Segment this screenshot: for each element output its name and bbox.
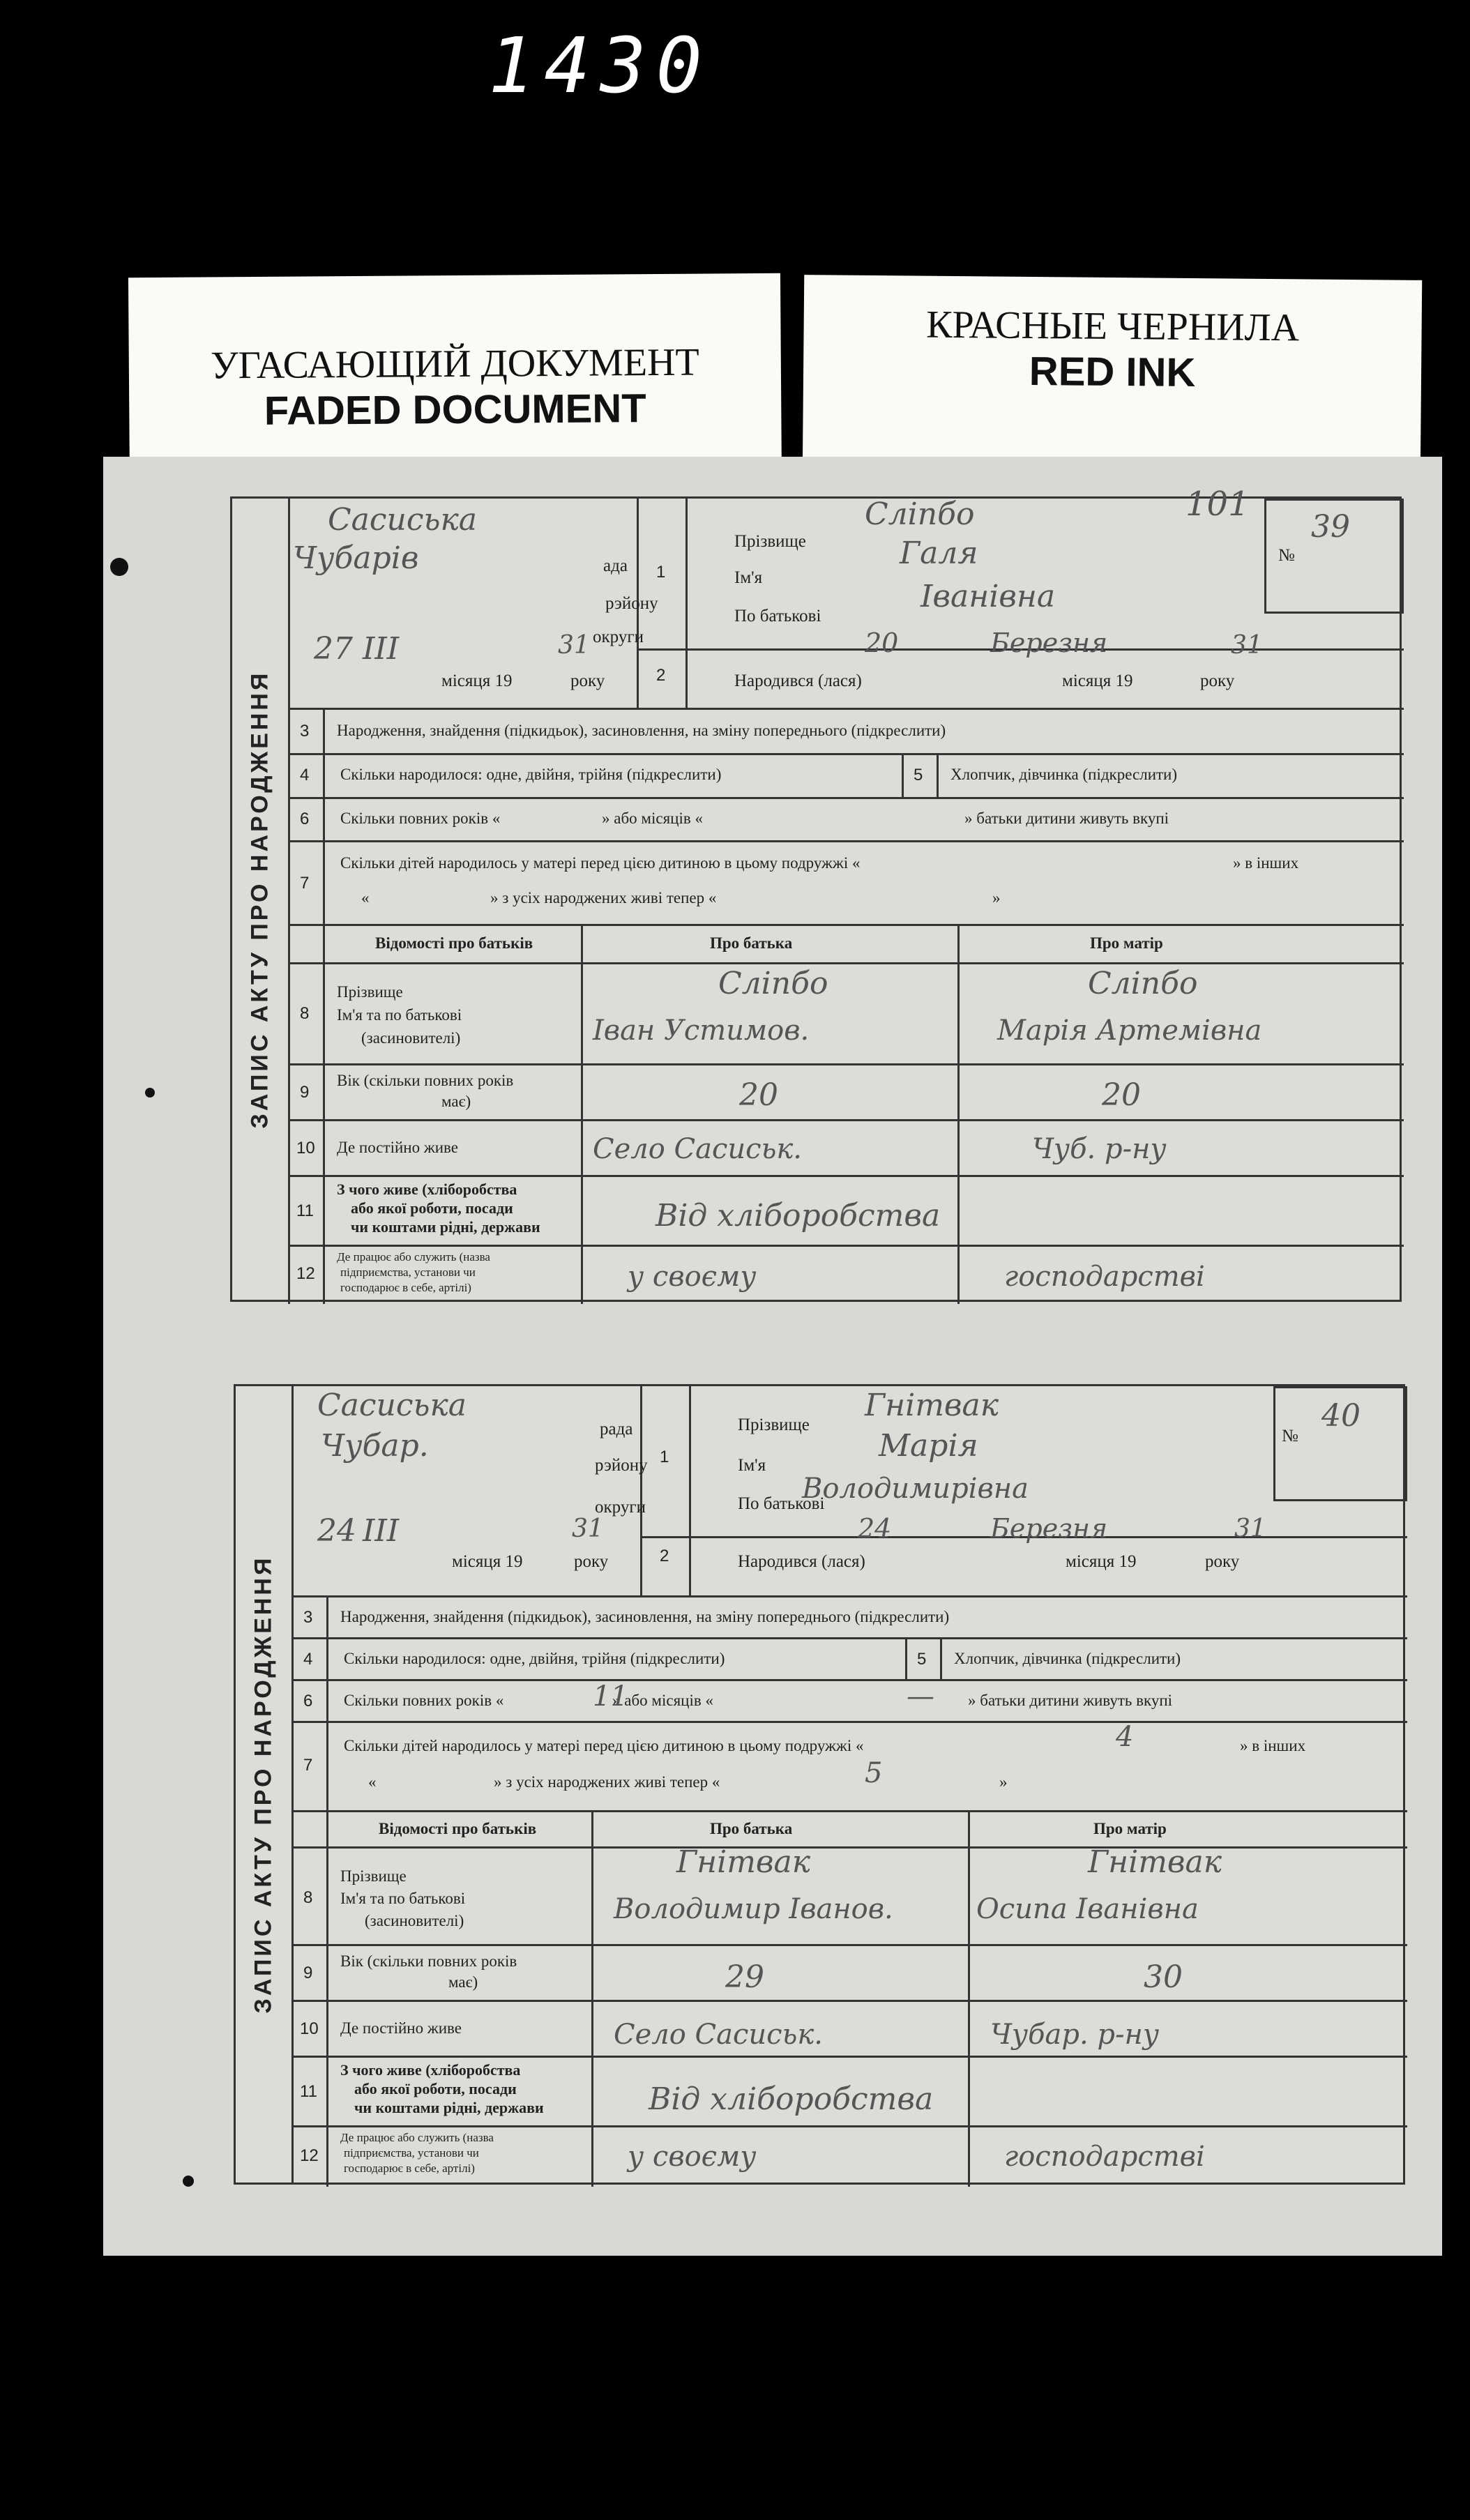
patronymic-label: По батькові bbox=[734, 607, 821, 625]
row7-text: » в інших bbox=[1240, 1737, 1306, 1754]
hw-year: 31 bbox=[558, 631, 590, 660]
father-header: Про батька bbox=[710, 934, 793, 952]
row11-text: або якої роботи, посади bbox=[351, 1199, 513, 1217]
number-label: № bbox=[1278, 546, 1295, 565]
row-number: 6 bbox=[300, 810, 310, 828]
row4-text: Скільки народилося: одне, двійня, трійня (підкреслити) bbox=[340, 766, 722, 783]
hw-birth-month: Березня bbox=[990, 628, 1108, 658]
row11-text: або якої роботи, посади bbox=[354, 2080, 517, 2097]
punch-hole bbox=[145, 1088, 155, 1098]
hw-mother-age: 20 bbox=[1102, 1077, 1141, 1113]
row7-text: » bbox=[992, 889, 1001, 906]
hw-patronymic: Іванівна bbox=[920, 579, 1056, 614]
hw-birth-year: 31 bbox=[1231, 631, 1263, 660]
row-number: 1 bbox=[660, 1448, 669, 1466]
punch-hole bbox=[183, 2176, 194, 2187]
row9-text: Вік (скільки повних років bbox=[337, 1072, 514, 1089]
row9-text: Вік (скільки повних років bbox=[340, 1952, 517, 1970]
hw-children-alive: 5 bbox=[865, 1757, 883, 1789]
row9-text: має) bbox=[448, 1973, 478, 1991]
row-number: 2 bbox=[656, 666, 666, 685]
row-number: 9 bbox=[300, 1083, 310, 1102]
hw-father-name: Іван Устимов. bbox=[593, 1015, 810, 1047]
row7-text: « bbox=[361, 889, 370, 906]
hw-day: 27 bbox=[314, 631, 353, 667]
month-label: місяця 19 bbox=[1062, 671, 1133, 690]
row3-text: Народження, знайдення (підкидьок), засиновлення, на зміну попереднього (підкреслити) bbox=[337, 722, 946, 739]
row12-text: господарює в себе, артілі) bbox=[344, 2162, 475, 2175]
born-label: Народився (лася) bbox=[738, 1552, 865, 1571]
row-number: 2 bbox=[660, 1547, 669, 1565]
hw-father-age: 29 bbox=[725, 1959, 764, 1995]
hw-birth-year: 31 bbox=[1234, 1515, 1266, 1543]
row-number: 9 bbox=[303, 1964, 313, 1982]
row9-text: має) bbox=[441, 1093, 471, 1110]
hw-name: Галя bbox=[900, 536, 978, 571]
row6-text: Скільки повних років « bbox=[344, 1692, 504, 1709]
rada-label: рада bbox=[600, 1420, 633, 1439]
label-en: FADED DOCUMENT bbox=[264, 386, 646, 434]
father-header: Про батька bbox=[710, 1820, 793, 1837]
row12-text: Де працює або служить (назва bbox=[340, 2131, 494, 2144]
label-en: RED INK bbox=[1029, 348, 1196, 396]
faded-document-label bbox=[128, 273, 782, 487]
surname-label: Прізвище bbox=[738, 1415, 810, 1434]
row6-text: » або місяців « bbox=[602, 810, 703, 827]
punch-hole bbox=[110, 558, 128, 576]
hw-mother-work: господарстві bbox=[1004, 2141, 1205, 2173]
rada-label: ада bbox=[603, 556, 628, 575]
hw-father-surname: Гнітвак bbox=[676, 1844, 811, 1880]
year-label: року bbox=[574, 1552, 609, 1571]
row8-text: (засиновителі) bbox=[365, 1912, 464, 1929]
row7-text: » з усіх народжених живі тепер « bbox=[494, 1773, 720, 1791]
name-label: Ім'я bbox=[738, 1456, 766, 1475]
row-number: 3 bbox=[303, 1608, 313, 1627]
hw-rayon: Чубарів bbox=[293, 540, 419, 576]
month-label: місяця 19 bbox=[452, 1552, 523, 1571]
hw-father-name: Володимир Іванов. bbox=[614, 1893, 893, 1925]
hw-years-together: 11 bbox=[593, 1680, 628, 1713]
parents-header: Відомості про батьків bbox=[375, 934, 533, 952]
label-ru: КРАСНЫЕ ЧЕРНИЛА bbox=[925, 303, 1300, 350]
hw-day: 24 bbox=[317, 1513, 356, 1549]
row7-text: » bbox=[999, 1773, 1008, 1791]
row11-text: чи коштами рідні, держави bbox=[354, 2099, 544, 2116]
row6-text: » або місяців « bbox=[612, 1692, 713, 1709]
year-label: року bbox=[1205, 1552, 1240, 1571]
row10-text: Де постійно живе bbox=[340, 2019, 462, 2037]
hw-father-livelihood: Від хліборобства bbox=[649, 2081, 934, 2117]
row7-text: » з усіх народжених живі тепер « bbox=[490, 889, 717, 906]
mother-header: Про матір bbox=[1093, 1820, 1167, 1837]
hw-father-livelihood: Від хліборобства bbox=[656, 1198, 941, 1234]
row12-text: підприємства, установи чи bbox=[344, 2146, 479, 2160]
red-ink-label bbox=[803, 275, 1422, 483]
rayon-label: рэйону bbox=[595, 1456, 648, 1475]
hw-birth-day: 20 bbox=[865, 628, 899, 658]
year-label: року bbox=[1200, 671, 1235, 690]
row7-text: » в інших bbox=[1233, 854, 1299, 872]
hw-rada: Сасиська bbox=[317, 1388, 467, 1423]
row5-text: Хлопчик, дівчинка (підкреслити) bbox=[950, 766, 1178, 783]
row4-text: Скільки народилося: одне, двійня, трійня (підкреслити) bbox=[344, 1650, 725, 1667]
row11-text: чи коштами рідні, держави bbox=[351, 1218, 540, 1236]
record-side-title: ЗАПИС АКТУ ПРО НАРОДЖЕННЯ bbox=[236, 1386, 294, 2183]
hw-mother-work: господарстві bbox=[1004, 1261, 1205, 1293]
hw-mother-name: Марія Артемівна bbox=[997, 1015, 1262, 1047]
hw-mother-surname: Гнітвак bbox=[1088, 1844, 1222, 1880]
row3-text: Народження, знайдення (підкидьок), засиновлення, на зміну попереднього (підкреслити) bbox=[340, 1608, 950, 1625]
hw-record-number: 40 bbox=[1321, 1398, 1361, 1434]
hw-surname: Гнітвак bbox=[865, 1388, 999, 1423]
hw-mother-name: Осипа Іванівна bbox=[976, 1893, 1199, 1925]
row-number: 11 bbox=[300, 2082, 317, 2101]
row-number: 8 bbox=[300, 1004, 310, 1023]
row7-text: « bbox=[368, 1773, 377, 1791]
label-ru: УГАСАЮЩИЙ ДОКУМЕНТ bbox=[210, 340, 699, 388]
hw-surname: Сліпбо bbox=[865, 496, 975, 532]
hw-month: III bbox=[363, 1513, 400, 1549]
row8-text: Прізвище bbox=[340, 1867, 407, 1885]
hw-father-residence: Село Сасиськ. bbox=[593, 1133, 802, 1165]
hw-father-surname: Сліпбо bbox=[718, 966, 828, 1001]
month-label: місяця 19 bbox=[1066, 1552, 1137, 1571]
hw-father-residence: Село Сасиськ. bbox=[614, 2019, 823, 2051]
hw-rayon: Чубар. bbox=[321, 1428, 429, 1464]
row-number: 11 bbox=[296, 1201, 314, 1220]
okrug-label: округи bbox=[595, 1498, 646, 1517]
patronymic-label: По батькові bbox=[738, 1494, 825, 1513]
archive-number: 1430 bbox=[488, 21, 712, 110]
row12-text: підприємства, установи чи bbox=[340, 1266, 476, 1279]
row-number: 7 bbox=[303, 1756, 313, 1775]
row-number: 12 bbox=[300, 2146, 319, 2165]
row-number: 4 bbox=[300, 766, 310, 784]
hw-name: Марія bbox=[879, 1428, 978, 1464]
hw-month: III bbox=[363, 631, 400, 667]
hw-father-work: у своєму bbox=[628, 1261, 757, 1293]
row-number: 7 bbox=[300, 874, 310, 893]
row7-text: Скільки дітей народилось у матері перед цією дитиною в цьому подружжі « bbox=[340, 854, 861, 872]
row6-text: » батьки дитини живуть вкупі bbox=[964, 810, 1169, 827]
rayon-label: рэйону bbox=[605, 594, 658, 613]
row-number: 5 bbox=[917, 1650, 927, 1669]
row8-text: Ім'я та по батькові bbox=[337, 1006, 462, 1024]
row5-text: Хлопчик, дівчинка (підкреслити) bbox=[954, 1650, 1181, 1667]
hw-mother-residence: Чубар. р-ну bbox=[990, 2019, 1160, 2051]
row-number: 3 bbox=[300, 722, 310, 741]
hw-birth-month: Березня bbox=[990, 1513, 1108, 1544]
surname-label: Прізвище bbox=[734, 532, 806, 551]
row-number: 6 bbox=[303, 1692, 313, 1710]
hw-birth-day: 24 bbox=[858, 1513, 892, 1544]
row-number: 5 bbox=[914, 766, 923, 784]
hw-corner-number: 101 bbox=[1185, 485, 1250, 524]
row11-text: З чого живе (хліборобства bbox=[340, 2061, 521, 2079]
number-label: № bbox=[1282, 1427, 1298, 1445]
parents-header: Відомості про батьків bbox=[379, 1820, 537, 1837]
row11-text: З чого живе (хліборобства bbox=[337, 1181, 517, 1198]
hw-mother-residence: Чуб. р-ну bbox=[1032, 1133, 1167, 1165]
year-label: року bbox=[570, 671, 605, 690]
row-number: 8 bbox=[303, 1888, 313, 1907]
row7-text: Скільки дітей народилось у матері перед цією дитиною в цьому подружжі « bbox=[344, 1737, 864, 1754]
hw-father-age: 20 bbox=[739, 1077, 778, 1113]
hw-mother-surname: Сліпбо bbox=[1088, 966, 1198, 1001]
mother-header: Про матір bbox=[1090, 934, 1163, 952]
row8-text: (засиновителі) bbox=[361, 1029, 461, 1047]
birth-record-39 bbox=[230, 496, 1402, 1302]
row8-text: Прізвище bbox=[337, 983, 403, 1001]
hw-children-before: 4 bbox=[1116, 1721, 1134, 1753]
hw-father-work: у своєму bbox=[628, 2141, 757, 2173]
row12-text: господарює в себе, артілі) bbox=[340, 1281, 471, 1294]
row-number: 1 bbox=[656, 563, 666, 582]
row10-text: Де постійно живе bbox=[337, 1139, 458, 1156]
name-label: Ім'я bbox=[734, 568, 763, 587]
hw-patronymic: Володимирівна bbox=[802, 1473, 1029, 1505]
row-number: 10 bbox=[300, 2019, 319, 2038]
born-label: Народився (лася) bbox=[734, 671, 862, 690]
row12-text: Де працює або служить (назва bbox=[337, 1250, 490, 1263]
row-number: 12 bbox=[296, 1264, 315, 1283]
okrug-label: округи bbox=[593, 628, 644, 646]
month-label: місяця 19 bbox=[441, 671, 513, 690]
row-number: 4 bbox=[303, 1650, 313, 1669]
record-side-title: ЗАПИС АКТУ ПРО НАРОДЖЕННЯ bbox=[232, 499, 290, 1300]
hw-year: 31 bbox=[572, 1515, 604, 1543]
row-number: 10 bbox=[296, 1139, 315, 1157]
hw-rada: Сасиська bbox=[328, 502, 477, 538]
hw-mother-age: 30 bbox=[1144, 1959, 1183, 1995]
row6-text: Скільки повних років « bbox=[340, 810, 501, 827]
row8-text: Ім'я та по батькові bbox=[340, 1890, 466, 1907]
hw-months-together: — bbox=[907, 1680, 934, 1713]
hw-record-number: 39 bbox=[1311, 509, 1350, 545]
row6-text: » батьки дитини живуть вкупі bbox=[968, 1692, 1173, 1709]
